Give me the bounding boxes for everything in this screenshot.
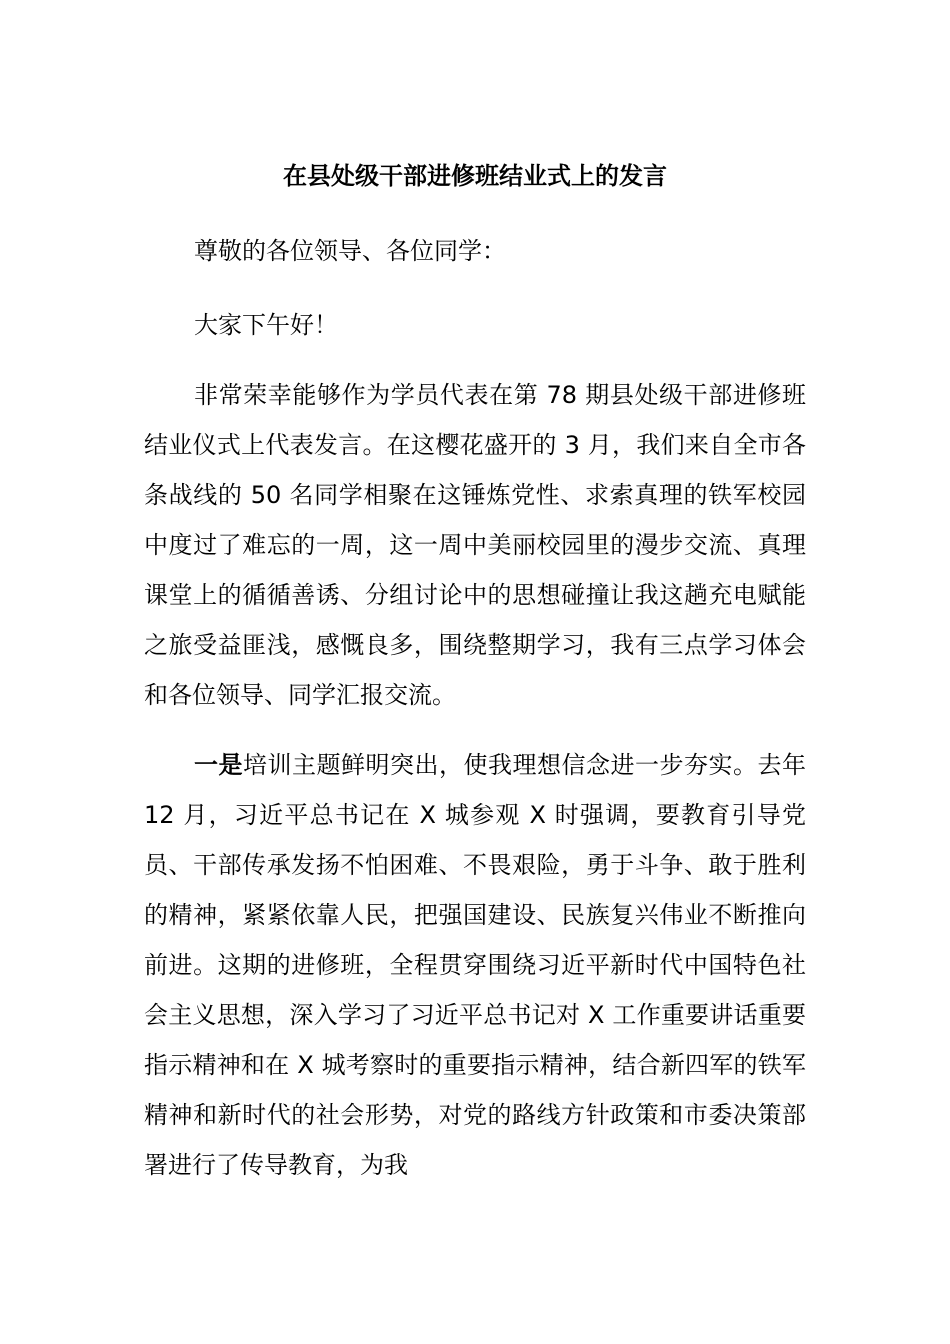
intro-paragraph: 非常荣幸能够作为学员代表在第 78 期县处级干部进修班结业仪式上代表发言。在这樱花盛开的 3 月，我们来自全市各条战线的 50 名同学相聚在这锤炼党性、求索真理的铁军校园中度过了难忘的一周，这一周中美丽校园里的漫步交流、真理课堂上的循循善诱、分组讨论中的思想碰撞让我这趟充电赋能之旅受益匪浅，感慨良多，围绕整期学习，我有三点学习体会和各位领导、同学汇报交流。 — [144, 381, 806, 709]
document-title: 在县处级干部进修班结业式上的发言 — [283, 162, 667, 190]
point-one-text: 培训主题鲜明突出，使我理想信念进一步夯实。去年 12 月，习近平总书记在 X 城参观 X 时强调，要教育引导党员、干部传承发扬不怕困难、不畏艰险，勇于斗争、敢于胜利的精神，紧紧依靠人民，把强国建设、民族复兴伟业不断推向前进。这期的进修班，全程贯穿围绕习近平新时代中国特色社会主义思想，深入学习了习近平总书记对 X 工作重要讲话重要指示精神和在 X 城考察时的重要指示精神，结合新四军的铁军精神和新时代的社会形势，对党的路线方针政策和市委决策部署进行了传导教育，为我 — [144, 751, 806, 1179]
point-one-paragraph — [144, 740, 806, 1190]
hello-line: 大家下午好！ — [194, 311, 338, 339]
greeting-line: 尊敬的各位领导、各位同学： — [194, 237, 506, 265]
point-one-lead: 一是 — [194, 751, 243, 779]
